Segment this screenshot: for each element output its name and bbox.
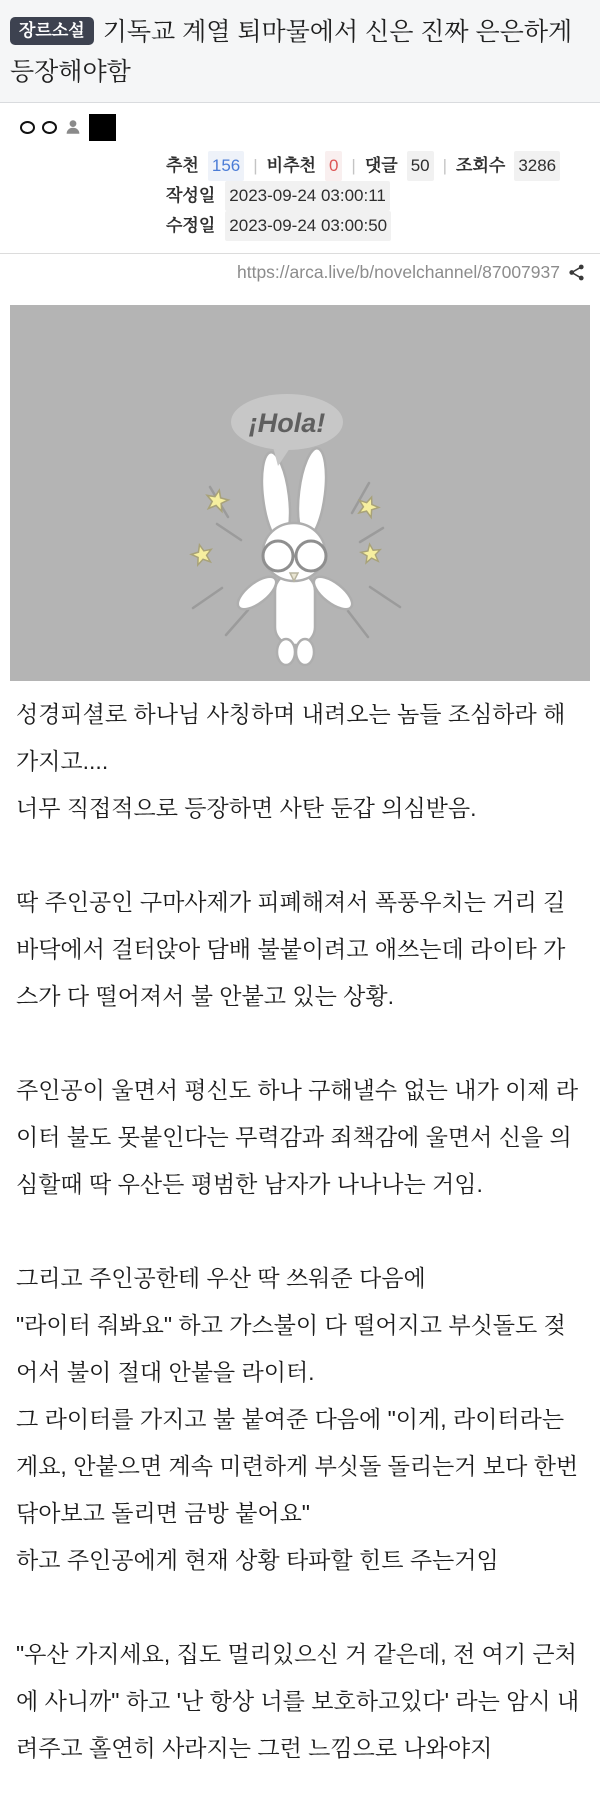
edited-row <box>166 211 600 241</box>
separator: | <box>253 156 258 175</box>
downvote-count: 0 <box>325 151 342 181</box>
paragraph: 너무 직접적으로 등장하면 사탄 둔갑 의심받음. <box>16 795 477 821</box>
post-title: 기독교 계열 퇴마물에서 신은 진짜 은은하게 등장해야함 <box>10 18 573 86</box>
badge-circle-icon <box>20 121 35 134</box>
paragraph: 딱 주인공인 구마사제가 피폐해져서 폭풍우치는 거리 길바닥에서 걸터앉아 담배 불붙이려고 애쓰는데 라이타 가스가 다 떨어져서 불 안붙고 있는 상황. <box>16 889 566 1009</box>
author-row <box>0 111 600 143</box>
paragraph: 주인공이 울면서 평신도 하나 구해낼수 없는 내가 이제 라이터 불도 못붙인다는 무력감과 죄책감에 울면서 신을 의심할때 딱 우산든 평범한 남자가 나나나는 거임. <box>16 1077 579 1197</box>
paragraph <box>16 1020 584 1067</box>
post-meta <box>166 151 600 241</box>
permalink-row <box>0 254 600 283</box>
paragraph <box>16 832 584 879</box>
paragraph: 성경피셜로 하나님 사칭하며 내려오는 놈들 조심하라 해가지고.... <box>16 701 566 774</box>
views-count: 3286 <box>514 151 560 181</box>
post-body <box>0 681 600 1772</box>
created-value: 2023-09-24 03:00:11 <box>225 181 390 211</box>
edited-value: 2023-09-24 03:00:50 <box>225 211 391 241</box>
created-row <box>166 181 600 211</box>
upvote-count: 156 <box>208 151 244 181</box>
permalink-url[interactable]: https://arca.live/b/novelchannel/87007937 <box>236 262 560 282</box>
post-header <box>0 0 600 103</box>
post-image-rabbit <box>10 305 590 681</box>
redacted-username[interactable] <box>89 114 116 141</box>
badge-circle-icon <box>42 121 57 134</box>
paragraph: 그리고 주인공한테 우산 딱 쓰워준 다음에 <box>16 1265 426 1291</box>
created-label: 작성일 <box>166 186 216 205</box>
stats-row <box>166 151 600 181</box>
comment-count: 50 <box>407 151 434 181</box>
paragraph <box>16 1584 584 1631</box>
paragraph: "우산 가지세요, 집도 멀리있으신 거 같은데, 전 여기 근처에 사니까" 하고 '난 항상 너를 보호하고있다' 라는 암시 내려주고 홀연히 사라지는 그런 느낌으로 나와야지 <box>16 1641 580 1761</box>
post-info <box>0 103 600 253</box>
separator: | <box>351 156 356 175</box>
hola-text: ¡Hola! <box>248 408 326 438</box>
share-icon[interactable] <box>567 263 586 282</box>
paragraph: 그 라이터를 가지고 불 붙여준 다음에 "이게, 라이터라는게요, 안붙으면 계속 미련하게 부싯돌 돌리는거 보다 한번 닦아보고 돌리면 금방 붙어요" <box>16 1406 579 1526</box>
paragraph: 하고 주인공에게 현재 상황 타파할 힌트 주는거임 <box>16 1547 499 1573</box>
comment-label: 댓글 <box>364 156 398 175</box>
views-label: 조회수 <box>456 156 506 175</box>
category-badge[interactable]: 장르소설 <box>10 17 94 45</box>
separator: | <box>442 156 448 175</box>
downvote-label: 비추천 <box>266 156 316 175</box>
edited-label: 수정일 <box>166 216 216 235</box>
paragraph: "라이터 줘봐요" 하고 가스불이 다 떨어지고 부싯돌도 젖어서 불이 절대 안붙을 라이터. <box>16 1312 566 1385</box>
person-icon <box>64 118 82 136</box>
upvote-label: 추천 <box>166 156 199 175</box>
paragraph <box>16 1208 584 1255</box>
